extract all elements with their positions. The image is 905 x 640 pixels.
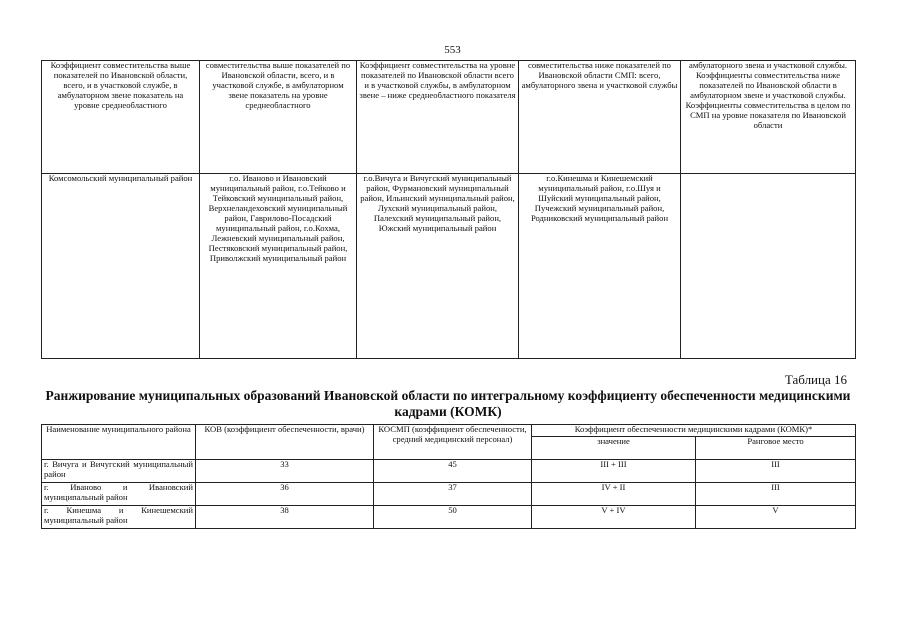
- table-title: Ранжирование муниципальных образований Ивановской области по интегральному коэффициенту обеспеченности медицинскими кадрами (КОМК): [45, 388, 851, 420]
- table-header-cell: амбулаторного звена и участковой службы. Коэффициенты совместительства ниже показателей по Ивановской области в амбулаторном звене и участковой службы. Коэффициенты совместительства в целом по СМП на уровне показателя по Ивановской области: [681, 61, 856, 174]
- table-row: [42, 61, 856, 174]
- table-header-row: [42, 425, 856, 437]
- cell-kov: 38: [196, 506, 374, 529]
- cell-kov: 36: [196, 483, 374, 506]
- header-name: Наименование муниципального района: [42, 425, 196, 460]
- ranking-table: [41, 424, 856, 529]
- cell-value: IV + II: [532, 483, 696, 506]
- table-header-cell: совместительства ниже показателей по Ивановской области СМП: всего, амбулаторного звена и участковой службы: [519, 61, 681, 174]
- header-kosmp: КОСМП (коэффициент обеспеченности, средний медицинский персонал): [374, 425, 532, 460]
- table-row: [42, 460, 856, 483]
- cell-rank: III: [696, 483, 856, 506]
- table-header-cell: Коэффициент совместительства на уровне показателей по Ивановской области всего и в участковой службы, в амбулаторном звене – ниже среднеобластного показателя: [357, 61, 519, 174]
- cell-name: г. Вичуга и Вичугский муниципальный район: [42, 460, 196, 483]
- table-cell: [681, 174, 856, 359]
- header-rank: Ранговое место: [696, 437, 856, 460]
- table-row: [42, 506, 856, 529]
- cell-rank: V: [696, 506, 856, 529]
- table-label: Таблица 16: [784, 372, 847, 387]
- table-cell: г.о.Вичуга и Вичугский муниципальный район, Фурмановский муниципальный район, Ильинский муниципальный район, Лухский муниципальный район, Палехский муниципальный район, Южский муниципальный район: [357, 174, 519, 359]
- cell-value: III + III: [532, 460, 696, 483]
- table-cell: г.о. Иваново и Ивановский муниципальный район, г.о.Тейково и Тейковский муниципальный район, Верхнеландеховский муниципальный район, Гаврилово-Посадский муниципальный район, г.о.Кохма, Лежневский муниципальный район, Пестяковский муниципальный район, Приволжский муниципальный район: [200, 174, 357, 359]
- cell-name: г. Кинешма и Кинешемский муниципальный район: [42, 506, 196, 529]
- cell-kosmp: 45: [374, 460, 532, 483]
- cell-rank: III: [696, 460, 856, 483]
- header-komk: Коэффициент обеспеченности медицинскими кадрами (КОМК)*: [532, 425, 856, 437]
- table-header-cell: Коэффициент совместительства выше показателей по Ивановской области, всего, и в участковой службе, в амбулаторном звене показатель на уровне среднеобластного: [42, 61, 200, 174]
- coefficient-groups-table: [41, 60, 856, 359]
- table-header-cell: совместительства выше показателей по Ивановской области, всего, и в участковой службе, в амбулаторном звене показатель на уровне среднеобластного: [200, 61, 357, 174]
- table-cell: г.о.Кинешма и Кинешемский муниципальный район, г.о.Шуя и Шуйский муниципальный район, Пучежский муниципальный район, Родниковский муниципальный район: [519, 174, 681, 359]
- cell-value: V + IV: [532, 506, 696, 529]
- page-number: 553: [444, 44, 461, 56]
- cell-kov: 33: [196, 460, 374, 483]
- cell-kosmp: 50: [374, 506, 532, 529]
- header-kov: КОВ (коэффициент обеспеченности, врачи): [196, 425, 374, 460]
- table-cell: Комсомольский муниципальный район: [42, 174, 200, 359]
- table-row: [42, 483, 856, 506]
- header-value: значение: [532, 437, 696, 460]
- cell-kosmp: 37: [374, 483, 532, 506]
- cell-name: г. Иваново и Ивановский муниципальный район: [42, 483, 196, 506]
- table-row: [42, 174, 856, 359]
